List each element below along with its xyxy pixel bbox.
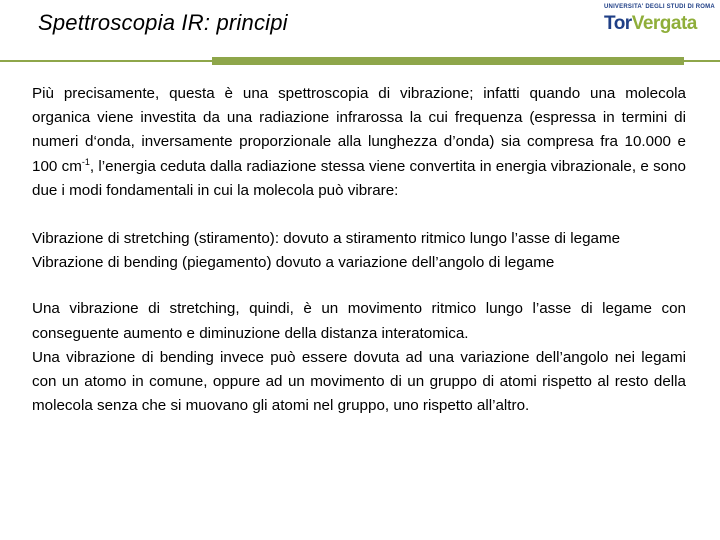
university-logo (604, 4, 714, 42)
stretching-explanation: Una vibrazione di stretching, quindi, è un movimento ritmico lungo l’asse di legame con conseguente aumento e diminuzione della distanza interatomica. (32, 300, 686, 342)
unit-superscript: -1 (81, 156, 90, 167)
bending-explanation: Una vibrazione di bending invece può essere dovuta ad una variazione dell’angolo nei legami con un atomo in comune, oppure ad un movimento di un gruppo di atomi rispetto al resto della molecola senza che si muovano gli atomi nel gruppo, uno rispetto all’altro. (32, 348, 686, 415)
logo-main-text (604, 13, 697, 35)
slide-title: Spettroscopia IR: principi (38, 10, 288, 35)
intro-text-a: Più precisamente, questa è una spettroscopia di vibrazione; infatti quando una molecola organica viene investita da una radiazione infrarossa la cui frequenza (espressa in termini di numeri d‘onda, inversamente proporzionale alla lunghezza d’onda) sia compresa fra 10.000 e 100 cm (32, 85, 686, 175)
bending-definition: Vibrazione di bending (piegamento) dovuto a variazione dell’angolo di legame (32, 254, 555, 272)
slide-body (32, 82, 686, 418)
title-divider (0, 57, 720, 67)
logo-top-text: UNIVERSITA' DEGLI STUDI DI ROMA (604, 4, 715, 10)
stretching-definition: Vibrazione di stretching (stiramento): dovuto a stiramento ritmico lungo l’asse di legame (32, 230, 621, 248)
logo-main-b: Vergata (631, 13, 697, 34)
intro-text-b: , l’energia ceduta dalla radiazione stessa viene convertita in energia vibrazionale, e sono due i modi fondamentali in cui la molecola può vibrare: (32, 157, 686, 199)
paragraph-intro (32, 82, 686, 203)
divider-thick-bar (212, 57, 684, 65)
logo-main-a: Tor (604, 13, 632, 34)
